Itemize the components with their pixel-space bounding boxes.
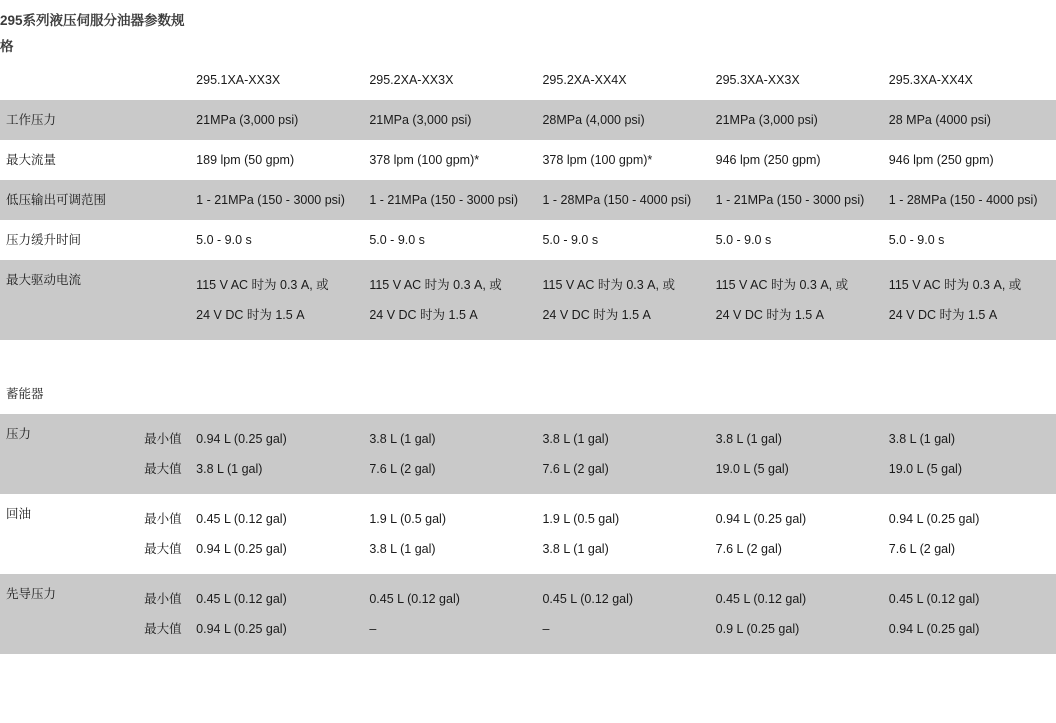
- value-max: 7.6 L (2 gal): [369, 462, 436, 476]
- value-max: 0.94 L (0.25 gal): [888, 622, 980, 636]
- row-value: 1 - 28MPa (150 - 4000 psi): [542, 193, 692, 207]
- value-max: 19.0 L (5 gal): [888, 462, 962, 476]
- row-value: 189 lpm (50 gpm): [196, 153, 295, 167]
- value-min: 1.9 L (0.5 gal): [369, 512, 446, 526]
- table-row: [0, 494, 1056, 574]
- value-min: 0.45 L (0.12 gal): [715, 592, 807, 606]
- value-max: 3.8 L (1 gal): [196, 462, 263, 476]
- sublabel-max: 最大值: [144, 622, 182, 636]
- row-value: 1 - 21MPa (150 - 3000 psi): [369, 193, 519, 207]
- column-header: 295.2XA-XX3X: [369, 73, 454, 87]
- value-line: 115 V AC 时为 0.3 A, 或: [196, 278, 329, 292]
- spacer-cell: [0, 340, 1056, 374]
- row-value: 1 - 21MPa (150 - 3000 psi): [715, 193, 865, 207]
- row-value: [363, 494, 536, 574]
- sublabel-min: 最小值: [144, 432, 182, 446]
- row-value: 946 lpm (250 gpm): [715, 153, 821, 167]
- row-value: [883, 260, 1056, 340]
- value-min: 0.45 L (0.12 gal): [542, 592, 634, 606]
- column-header: 295.2XA-XX4X: [542, 73, 627, 87]
- value-max: 19.0 L (5 gal): [715, 462, 789, 476]
- section-label: 蓄能器: [6, 387, 44, 401]
- row-value: 5.0 - 9.0 s: [196, 233, 252, 247]
- value-max: 7.6 L (2 gal): [888, 542, 956, 556]
- row-value: [363, 414, 536, 494]
- row-value: 1 - 21MPa (150 - 3000 psi): [196, 193, 345, 207]
- column-header: 295.3XA-XX3X: [715, 73, 800, 87]
- table-row: [0, 180, 1056, 220]
- specifications-table: [0, 60, 1056, 654]
- row-sublabels: [138, 414, 190, 494]
- row-label: 回油: [6, 507, 32, 521]
- row-value: [536, 260, 709, 340]
- value-max: 7.6 L (2 gal): [542, 462, 609, 476]
- value-line: 24 V DC 时为 1.5 A: [715, 308, 825, 322]
- value-min: 0.45 L (0.12 gal): [369, 592, 460, 606]
- row-value: 5.0 - 9.0 s: [542, 233, 599, 247]
- row-value: 5.0 - 9.0 s: [369, 233, 425, 247]
- row-value: 28MPa (4,000 psi): [542, 113, 645, 127]
- row-label: 压力缓升时间: [6, 233, 82, 247]
- value-line: 24 V DC 时为 1.5 A: [369, 308, 478, 322]
- value-line: 24 V DC 时为 1.5 A: [542, 308, 651, 322]
- value-max: 0.94 L (0.25 gal): [196, 622, 287, 636]
- row-value: [710, 260, 883, 340]
- value-max: –: [542, 622, 550, 636]
- row-value: [363, 574, 536, 654]
- column-header: 295.1XA-XX3X: [196, 73, 281, 87]
- value-line: 115 V AC 时为 0.3 A, 或: [888, 278, 1022, 292]
- value-max: –: [369, 622, 377, 636]
- header-blank-sub: [138, 60, 190, 100]
- value-max: 0.9 L (0.25 gal): [715, 622, 800, 636]
- row-label: 最大流量: [6, 153, 57, 167]
- table-row: [0, 574, 1056, 654]
- value-min: 0.45 L (0.12 gal): [196, 512, 287, 526]
- row-value: [883, 494, 1056, 574]
- table-header-row: [0, 60, 1056, 100]
- value-min: 0.94 L (0.25 gal): [196, 432, 287, 446]
- value-min: 3.8 L (1 gal): [369, 432, 436, 446]
- row-value: 5.0 - 9.0 s: [888, 233, 945, 247]
- row-value: [363, 260, 536, 340]
- accumulator-section-header: [0, 374, 1056, 414]
- header-blank-label: [0, 60, 138, 100]
- value-line: 24 V DC 时为 1.5 A: [196, 308, 305, 322]
- row-value: [536, 414, 709, 494]
- table-row: [0, 100, 1056, 140]
- value-line: 24 V DC 时为 1.5 A: [888, 308, 998, 322]
- value-line: 115 V AC 时为 0.3 A, 或: [715, 278, 849, 292]
- value-min: 0.45 L (0.12 gal): [196, 592, 287, 606]
- row-value: [190, 574, 363, 654]
- row-value: [883, 414, 1056, 494]
- table-row: [0, 140, 1056, 180]
- row-value: [536, 574, 709, 654]
- row-value: 21MPa (3,000 psi): [715, 113, 818, 127]
- sublabel-min: 最小值: [144, 512, 182, 526]
- row-value: [883, 574, 1056, 654]
- row-value: [710, 574, 883, 654]
- row-value: 21MPa (3,000 psi): [369, 113, 472, 127]
- column-header: 295.3XA-XX4X: [888, 73, 973, 87]
- sublabel-min: 最小值: [144, 592, 182, 606]
- row-label: 低压输出可调范围: [6, 193, 107, 207]
- value-max: 3.8 L (1 gal): [542, 542, 609, 556]
- value-min: 1.9 L (0.5 gal): [542, 512, 620, 526]
- row-value: 378 lpm (100 gpm)*: [369, 153, 480, 167]
- row-label: 工作压力: [6, 113, 57, 127]
- value-min: 3.8 L (1 gal): [715, 432, 782, 446]
- row-value: [710, 414, 883, 494]
- row-value: 21MPa (3,000 psi): [196, 113, 299, 127]
- value-min: 3.8 L (1 gal): [542, 432, 609, 446]
- value-min: 0.45 L (0.12 gal): [888, 592, 980, 606]
- row-label: 压力: [6, 427, 32, 441]
- row-value: 946 lpm (250 gpm): [888, 153, 994, 167]
- row-sublabels: [138, 574, 190, 654]
- row-value: [190, 494, 363, 574]
- value-line: 115 V AC 时为 0.3 A, 或: [542, 278, 675, 292]
- section-spacer: [0, 340, 1056, 374]
- table-row: [0, 260, 1056, 340]
- value-max: 3.8 L (1 gal): [369, 542, 436, 556]
- value-max: 0.94 L (0.25 gal): [196, 542, 287, 556]
- row-value: [710, 494, 883, 574]
- table-row: [0, 414, 1056, 494]
- row-value: 5.0 - 9.0 s: [715, 233, 772, 247]
- row-label: 先导压力: [6, 587, 57, 601]
- table-row: [0, 220, 1056, 260]
- value-max: 7.6 L (2 gal): [715, 542, 782, 556]
- row-value: 378 lpm (100 gpm)*: [542, 153, 653, 167]
- value-min: 3.8 L (1 gal): [888, 432, 956, 446]
- value-min: 0.94 L (0.25 gal): [888, 512, 980, 526]
- row-label: 最大驱动电流: [6, 273, 82, 287]
- row-sublabels: [138, 494, 190, 574]
- sublabel-max: 最大值: [144, 542, 182, 556]
- value-min: 0.94 L (0.25 gal): [715, 512, 807, 526]
- row-value: 28 MPa (4000 psi): [888, 113, 991, 127]
- page-title: 295系列液压伺服分油器参数规格: [0, 13, 185, 54]
- row-value: [190, 260, 363, 340]
- value-line: 115 V AC 时为 0.3 A, 或: [369, 278, 502, 292]
- row-value: [190, 414, 363, 494]
- row-value: [536, 494, 709, 574]
- sublabel-max: 最大值: [144, 462, 182, 476]
- row-value: 1 - 28MPa (150 - 4000 psi): [888, 193, 1038, 207]
